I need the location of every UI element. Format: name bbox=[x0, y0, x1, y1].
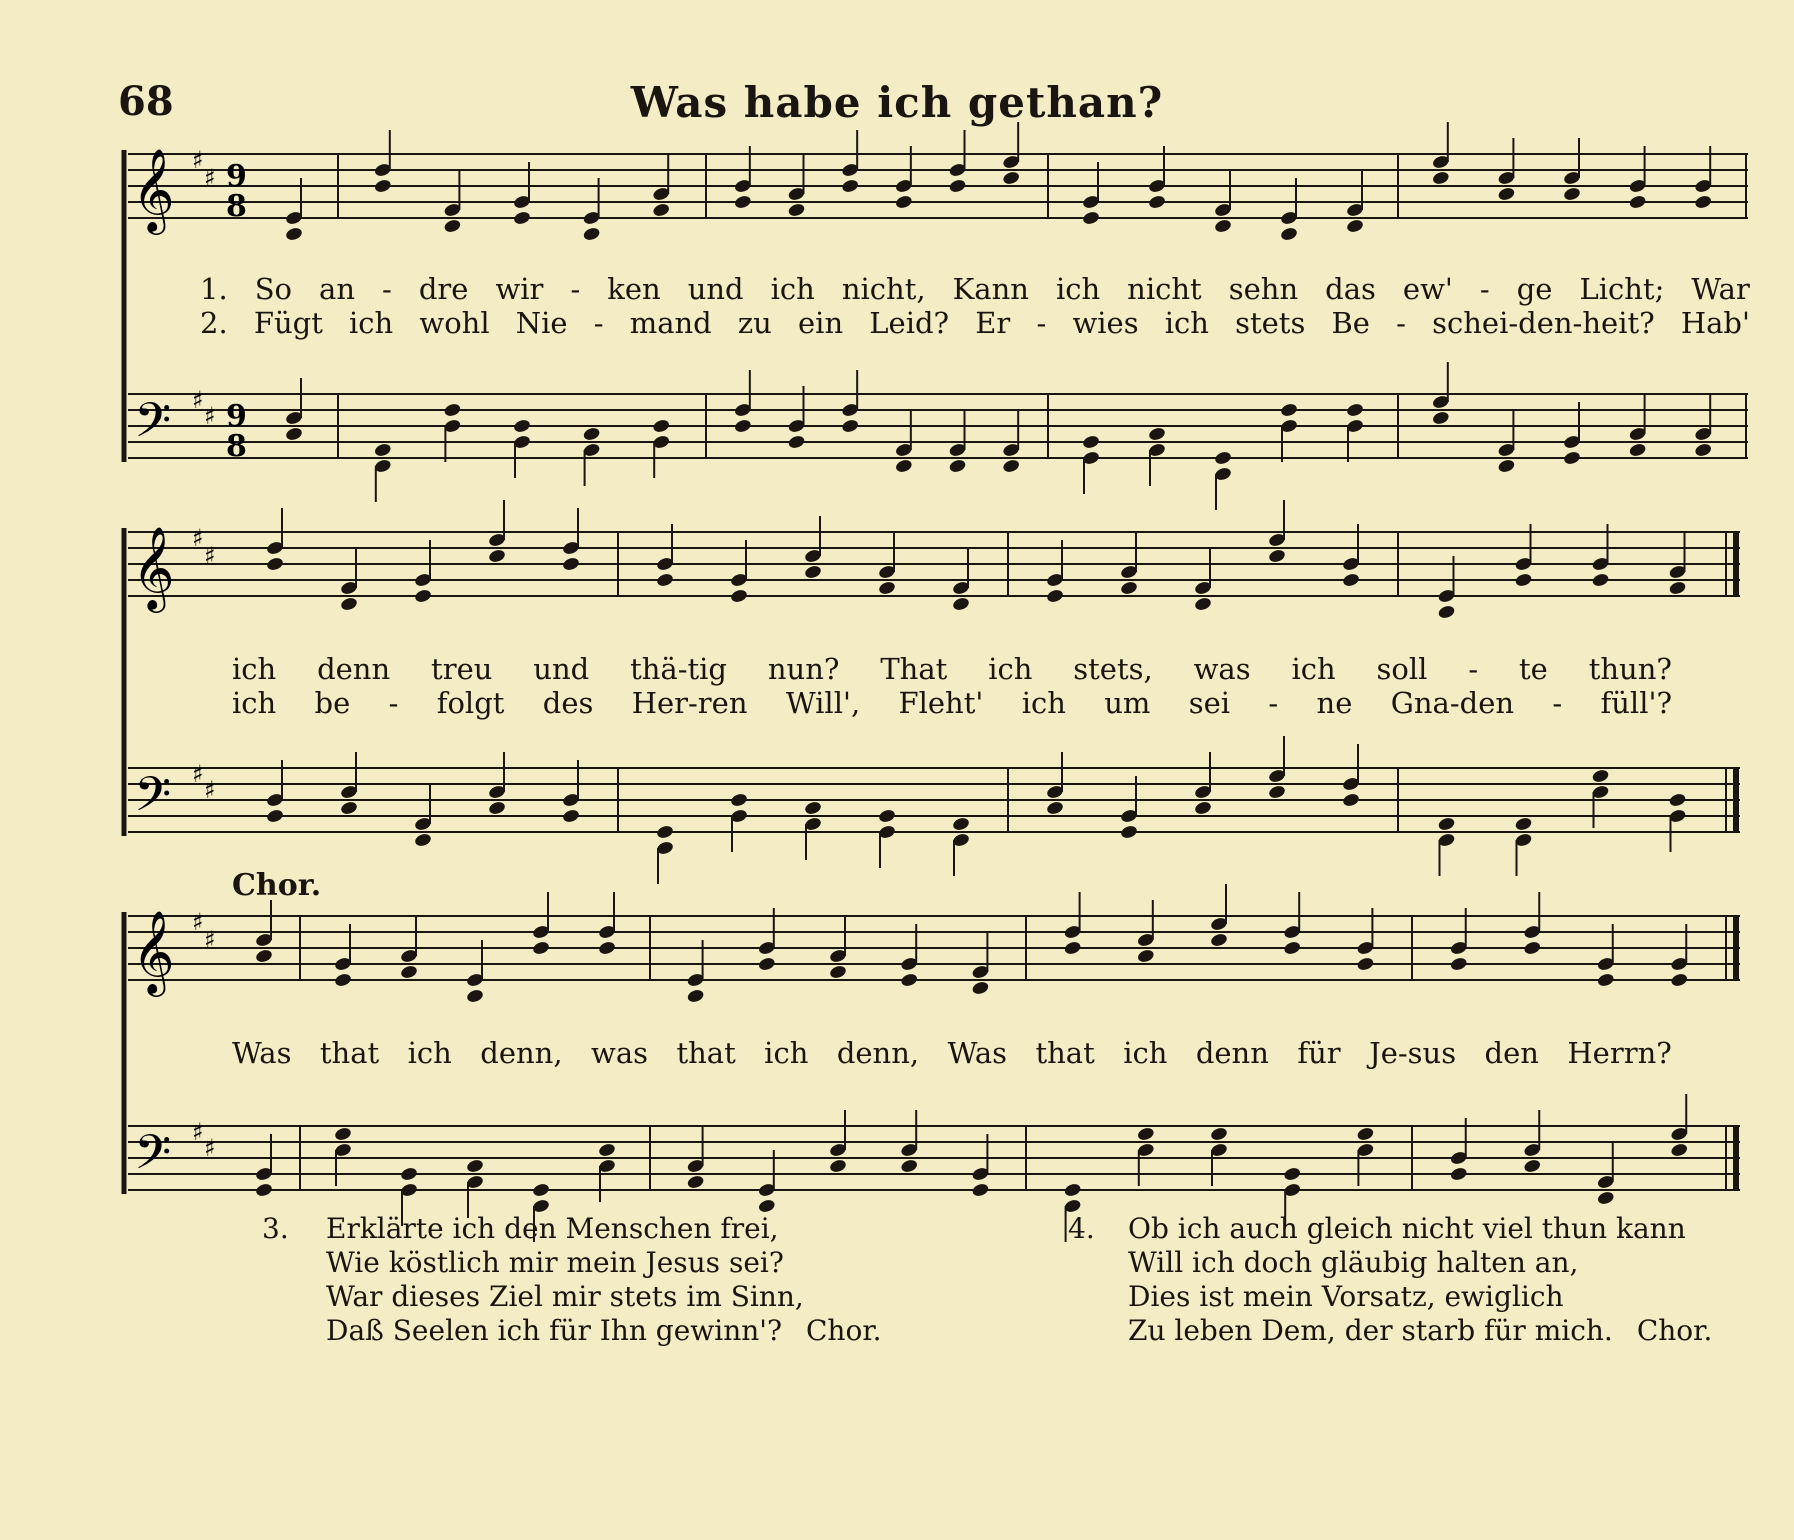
notehead bbox=[255, 1182, 274, 1198]
time-signature: 8 bbox=[226, 189, 247, 224]
notehead bbox=[1449, 956, 1468, 972]
lyric-syllable: ein bbox=[798, 306, 844, 340]
lyric-syllable: thä-tig bbox=[630, 652, 727, 686]
verse-number: 3. bbox=[262, 1212, 289, 1245]
chorus-label: Chor. bbox=[232, 868, 322, 903]
treble-clef-icon: 𝄞 bbox=[132, 147, 175, 231]
lyric-syllable: des bbox=[542, 686, 594, 720]
key-signature-sharp-icon: ♯ bbox=[204, 1134, 216, 1162]
verse-line-text: Zu leben Dem, der starb für mich. bbox=[1128, 1314, 1613, 1347]
lyric-syllable: Herrn? bbox=[1567, 1036, 1672, 1070]
lyric-syllable: den bbox=[1484, 1036, 1539, 1070]
notehead bbox=[532, 940, 551, 956]
lyric-syllable: ich bbox=[1021, 686, 1066, 720]
lyric-syllable: - bbox=[1468, 652, 1479, 686]
lyric-syllable: Be bbox=[1331, 306, 1370, 340]
lyric-syllable: ich bbox=[349, 306, 394, 340]
notehead bbox=[400, 1166, 419, 1182]
lyric-syllable: mand bbox=[629, 306, 712, 340]
bass-clef-icon: 𝄢 bbox=[134, 766, 172, 834]
verse-number: 4. bbox=[1068, 1212, 1095, 1245]
lyric-syllable: denn bbox=[317, 652, 391, 686]
treble-clef-icon: 𝄞 bbox=[132, 909, 175, 993]
notehead bbox=[598, 1142, 617, 1158]
notehead bbox=[1063, 1182, 1082, 1198]
notehead bbox=[686, 988, 705, 1004]
lyric-syllable: ew' bbox=[1402, 272, 1453, 306]
lyric-syllable: that bbox=[1035, 1036, 1095, 1070]
notehead bbox=[466, 1158, 485, 1174]
lyric-syllable: sei bbox=[1188, 686, 1231, 720]
verse-3 bbox=[326, 1212, 882, 1348]
key-signature-sharp-icon: ♯ bbox=[192, 386, 204, 414]
time-signature: 8 bbox=[226, 429, 247, 464]
lyric-syllable: ich bbox=[407, 1036, 452, 1070]
verse-line: War dieses Ziel mir stets im Sinn, bbox=[326, 1280, 804, 1313]
lyric-syllable: ge bbox=[1516, 272, 1553, 306]
key-signature-sharp-icon: ♯ bbox=[204, 542, 216, 570]
lyric-syllable: was bbox=[1193, 652, 1251, 686]
key-signature-sharp-icon: ♯ bbox=[192, 146, 204, 174]
lyric-line-chorus bbox=[232, 1036, 1672, 1070]
lyric-syllable: denn bbox=[1195, 1036, 1269, 1070]
lyric-syllable: sehn bbox=[1228, 272, 1299, 306]
lyric-syllable: nicht bbox=[1127, 272, 1202, 306]
lyric-syllable: Will', bbox=[785, 686, 861, 720]
notehead bbox=[1136, 948, 1155, 964]
lyric-syllable: - bbox=[1036, 306, 1047, 340]
notehead bbox=[829, 964, 848, 980]
key-signature-sharp-icon: ♯ bbox=[192, 524, 204, 552]
verse-line bbox=[1128, 1314, 1712, 1348]
notehead bbox=[1210, 1126, 1229, 1142]
lyric-syllable: 1. bbox=[200, 272, 228, 306]
treble-clef-icon: 𝄞 bbox=[132, 525, 175, 609]
lyric-syllable: ich bbox=[232, 686, 277, 720]
lyric-syllable: was bbox=[591, 1036, 649, 1070]
lyric-syllable: füll'? bbox=[1600, 686, 1672, 720]
lyric-syllable: denn, bbox=[836, 1036, 920, 1070]
key-signature-sharp-icon: ♯ bbox=[192, 908, 204, 936]
notehead bbox=[900, 972, 919, 988]
lyric-syllable: für bbox=[1297, 1036, 1341, 1070]
lyric-syllable: thun? bbox=[1588, 652, 1672, 686]
lyric-syllable: Nie bbox=[515, 306, 568, 340]
lyric-syllable: So bbox=[254, 272, 293, 306]
chorus-reference: Chor. bbox=[806, 1314, 882, 1347]
verse-line: Wie köstlich mir mein Jesus sei? bbox=[326, 1246, 784, 1279]
lyric-syllable: that bbox=[319, 1036, 380, 1070]
lyric-syllable: - bbox=[382, 272, 392, 306]
chorus-reference: Chor. bbox=[1636, 1314, 1713, 1347]
lyric-syllable: an bbox=[319, 272, 355, 306]
notehead bbox=[900, 1158, 919, 1174]
lyric-syllable: Licht; bbox=[1579, 272, 1665, 306]
lyric-syllable: ne bbox=[1316, 686, 1353, 720]
verse-line bbox=[326, 1314, 882, 1348]
notehead bbox=[466, 988, 485, 1004]
lyric-syllable: ich bbox=[1164, 306, 1209, 340]
lyric-syllable: soll bbox=[1376, 652, 1428, 686]
notehead bbox=[1523, 940, 1542, 956]
lyric-syllable: te bbox=[1519, 652, 1548, 686]
treble-notes bbox=[255, 884, 1689, 1004]
lyric-syllable: dre bbox=[418, 272, 469, 306]
lyric-syllable: - bbox=[1396, 306, 1406, 340]
notehead bbox=[1596, 972, 1615, 988]
lyric-syllable: stets bbox=[1235, 306, 1306, 340]
verse-4 bbox=[1128, 1212, 1712, 1348]
lyric-syllable: nicht, bbox=[841, 272, 926, 306]
lyric-syllable: nun? bbox=[767, 652, 840, 686]
lyric-syllable: ich bbox=[770, 272, 815, 306]
lyric-syllable: Fleht' bbox=[898, 686, 984, 720]
verse-line: Will ich doch gläubig halten an, bbox=[1128, 1246, 1579, 1279]
verse-line: Dies ist mein Vorsatz, ewiglich bbox=[1128, 1280, 1564, 1313]
notehead bbox=[757, 956, 776, 972]
time-signature: 9 bbox=[226, 399, 247, 434]
lyric-syllable: Was bbox=[947, 1036, 1008, 1070]
lyric-syllable: Fügt bbox=[253, 306, 323, 340]
key-signature-sharp-icon: ♯ bbox=[192, 760, 204, 788]
notehead bbox=[1449, 1166, 1468, 1182]
notehead bbox=[334, 972, 353, 988]
notehead bbox=[971, 1182, 990, 1198]
notehead bbox=[1283, 1166, 1302, 1182]
lyric-syllable: und bbox=[533, 652, 590, 686]
key-signature-sharp-icon: ♯ bbox=[204, 776, 216, 804]
verse-line: Erklärte ich den Menschen frei, bbox=[326, 1212, 779, 1245]
notehead bbox=[1670, 1142, 1689, 1158]
lyric-syllable: That bbox=[880, 652, 948, 686]
notehead bbox=[1596, 1190, 1615, 1206]
lyric-syllable: - bbox=[593, 306, 604, 340]
bass-clef-icon: 𝄢 bbox=[134, 392, 172, 460]
lyric-syllable: be bbox=[314, 686, 351, 720]
lyric-syllable: und bbox=[687, 272, 744, 306]
key-signature-sharp-icon: ♯ bbox=[204, 402, 216, 430]
lyric-syllable: - bbox=[1268, 686, 1279, 720]
page-number: 68 bbox=[118, 78, 174, 125]
lyric-syllable: Kann bbox=[952, 272, 1029, 306]
lyric-syllable: das bbox=[1325, 272, 1376, 306]
notehead bbox=[686, 1174, 705, 1190]
verse-line: Ob ich auch gleich nicht viel thun kann bbox=[1128, 1212, 1686, 1245]
lyric-syllable: Was bbox=[232, 1036, 292, 1070]
notehead bbox=[1136, 1126, 1155, 1142]
notehead bbox=[334, 1126, 353, 1142]
key-signature-sharp-icon: ♯ bbox=[192, 1118, 204, 1146]
lyric-syllable: - bbox=[1479, 272, 1490, 306]
lyric-syllable: schei-den-heit? bbox=[1432, 306, 1655, 340]
lyric-syllable: Her-ren bbox=[631, 686, 748, 720]
key-signature-sharp-icon: ♯ bbox=[204, 926, 216, 954]
lyric-syllable: that bbox=[676, 1036, 736, 1070]
notehead bbox=[1210, 932, 1229, 948]
lyric-syllable: denn, bbox=[480, 1036, 563, 1070]
notehead bbox=[1523, 1158, 1542, 1174]
time-signature: 9 bbox=[226, 159, 247, 194]
notehead bbox=[598, 940, 617, 956]
lyric-syllable: wir bbox=[495, 272, 544, 306]
notehead bbox=[532, 1182, 551, 1198]
notehead bbox=[1283, 940, 1302, 956]
lyric-syllable: - bbox=[388, 686, 399, 720]
notehead bbox=[829, 1158, 848, 1174]
lyric-syllable: stets, bbox=[1073, 652, 1153, 686]
lyric-syllable: zu bbox=[737, 306, 772, 340]
lyric-syllable: ich bbox=[1291, 652, 1336, 686]
notehead bbox=[400, 964, 419, 980]
lyric-syllable: wies bbox=[1072, 306, 1139, 340]
lyric-syllable: ich bbox=[988, 652, 1033, 686]
key-signature-sharp-icon: ♯ bbox=[204, 164, 216, 192]
lyric-syllable: treu bbox=[431, 652, 493, 686]
lyric-syllable: - bbox=[570, 272, 581, 306]
lyric-syllable: folgt bbox=[436, 686, 505, 720]
lyric-syllable: um bbox=[1104, 686, 1151, 720]
lyric-syllable: wohl bbox=[419, 306, 490, 340]
notehead bbox=[971, 980, 990, 996]
lyric-syllable: Leid? bbox=[869, 306, 950, 340]
lyric-syllable: Gna-den bbox=[1390, 686, 1515, 720]
lyric-syllable: ich bbox=[1123, 1036, 1168, 1070]
notehead bbox=[1356, 1126, 1375, 1142]
lyric-syllable: War bbox=[1691, 272, 1750, 306]
notehead bbox=[255, 948, 274, 964]
verse-line-text: Daß Seelen ich für Ihn gewinn'? bbox=[326, 1314, 782, 1347]
bass-clef-icon: 𝄢 bbox=[134, 1124, 172, 1192]
lyric-syllable: ich bbox=[764, 1036, 809, 1070]
notehead bbox=[1063, 940, 1082, 956]
page-title: Was habe ich gethan? bbox=[630, 78, 1164, 127]
lyric-syllable: - bbox=[1552, 686, 1563, 720]
lyric-syllable: ken bbox=[607, 272, 661, 306]
lyric-syllable: ich bbox=[232, 652, 277, 686]
lyric-syllable: Er bbox=[975, 306, 1011, 340]
notehead bbox=[1356, 956, 1375, 972]
lyric-syllable: Hab' bbox=[1680, 306, 1750, 340]
lyric-syllable: ich bbox=[1055, 272, 1101, 306]
notehead bbox=[1670, 972, 1689, 988]
lyric-syllable: 2. bbox=[200, 306, 228, 340]
lyric-syllable: Je-sus bbox=[1369, 1036, 1457, 1070]
